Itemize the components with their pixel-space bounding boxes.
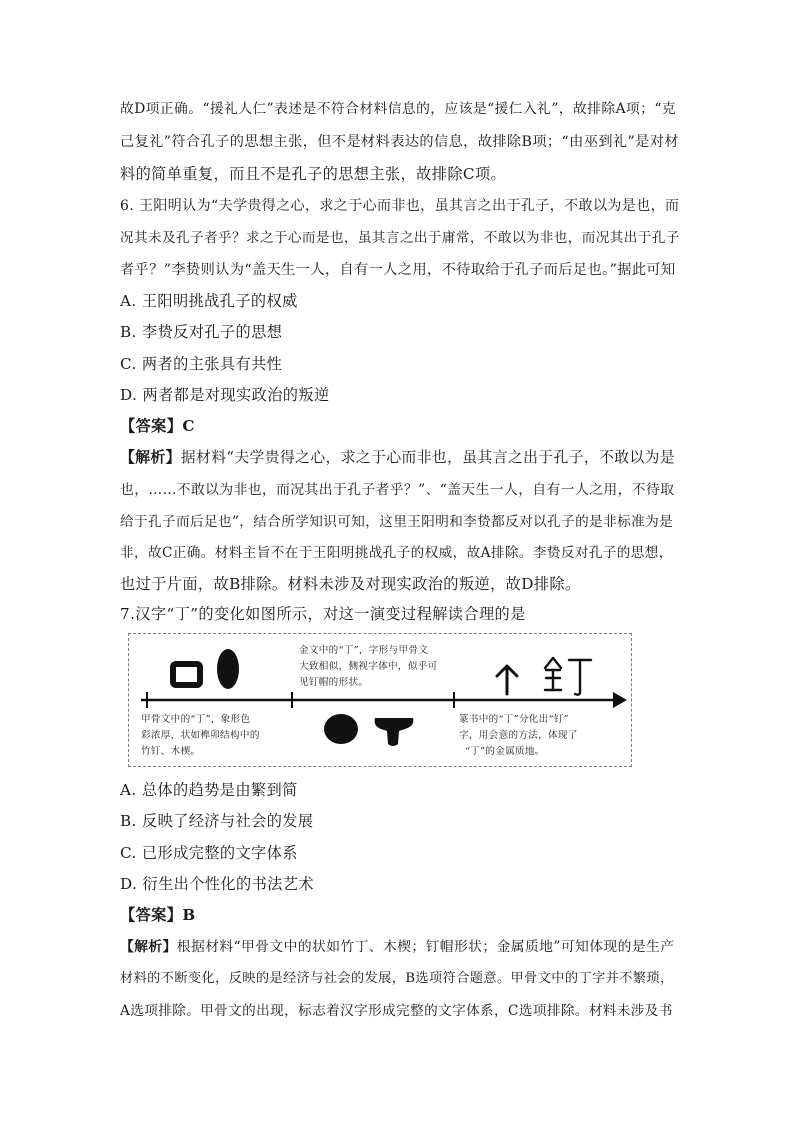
oracle-bone-filled-glyph <box>217 649 239 689</box>
oracle-bone-caption-line: 甲骨文中的“丁”，象形色 <box>141 714 251 725</box>
question-7-option-d: D. 衍生出个性化的书法艺术 <box>120 875 314 893</box>
question-7-analysis-line: 材料的不断变化，反映的是经济与社会的发展，B选项符合题意。甲骨文中的丁字并不繁琐， <box>120 971 674 986</box>
question-6-stem: 者乎？”李贽则认为“盖天生一人，自有一人之用，不待取给于孔子而后足也。”据此可知 <box>120 262 676 278</box>
question-7-stem: 7.汉字“丁”的变化如图所示，对这一演变过程解读合理的是 <box>120 605 526 623</box>
question-6-option-d: D. 两者都是对现实政治的叛逆 <box>120 386 330 404</box>
question-6-option-b: B. 李贽反对孔子的思想 <box>120 323 283 341</box>
bronze-nail-cap-glyph <box>375 718 414 746</box>
prev-explanation-line: 故D项正确。“援礼人仁”表述是不符合材料信息的，应该是“援仁入礼”，故排除A项；“克 <box>120 101 676 117</box>
seal-script-caption-line: “丁”的金属质地。 <box>465 746 545 757</box>
oracle-bone-caption-line: 竹钉、木楔。 <box>141 746 201 757</box>
question-6-analysis-line: 也，……不敢以为非也，而况其出于孔子者乎？”、“盖天生一人，自有一人之用，不待取 <box>120 482 675 498</box>
bronze-caption-line: 金文中的“丁”，字形与甲骨文 <box>299 645 429 656</box>
question-6-option-c: C. 两者的主张具有共性 <box>120 355 283 373</box>
question-6-stem: 况其未及孔子者乎？求之于心而是也，虽其言之出于庸常，不敢以为非也，而况其出于孔子 <box>120 230 680 246</box>
question-6-analysis <box>120 448 680 468</box>
timeline-arrow-head <box>613 692 627 708</box>
question-6-stem: 6. 王阳明认为“夫学贵得之心，求之于心而非也，虽其言之出于孔子，不敢以为是也，而 <box>120 198 680 214</box>
seal-script-caption-line: 篆书中的“丁”分化出“钉” <box>459 714 569 725</box>
bronze-caption-line: 见钉帽的形状。 <box>299 677 369 688</box>
analysis-text: 据材料“夫学贵得之心，求之于心而非也，虽其言之出于孔子，不敢以为是 <box>180 449 676 466</box>
analysis-label: 【解析】 <box>120 939 177 955</box>
oracle-bone-caption-line: 彩浓厚，状如榫卯结构中的 <box>141 730 260 741</box>
character-evolution-figure <box>128 633 632 767</box>
prev-explanation-line: 料的简单重复，而且不是孔子的思想主张，故排除C项。 <box>120 165 507 183</box>
prev-explanation-line: 己复礼”符合孔子的思想主张，但不是材料表达的信息，故排除B项；“由巫到礼”是对材 <box>120 134 679 150</box>
question-7-analysis-line: A选项排除。甲骨文的出现，标志着汉字形成完整的文字体系，C选项排除。材料未涉及书 <box>120 1003 673 1019</box>
question-7-option-c: C. 已形成完整的文字体系 <box>120 844 298 862</box>
question-6-answer: 【答案】C <box>120 417 195 435</box>
analysis-text: 根据材料“甲骨文中的状如竹丁、木楔；钉帽形状；金属质地”可知体现的是生产 <box>176 939 675 955</box>
question-7-answer: 【答案】B <box>120 906 196 924</box>
analysis-label: 【解析】 <box>120 449 181 466</box>
bronze-caption-line: 大致相似，侧视字体中，似乎可 <box>299 661 438 672</box>
seal-script-ding-glyph <box>497 666 517 694</box>
question-6-option-a: A. 王阳明挑战孔子的权威 <box>120 292 298 310</box>
question-6-analysis-line: 非，故C正确。材料主旨不在于王阳明挑战孔子的权威，故A排除。李贽反对孔子的思想， <box>120 545 673 561</box>
question-7-option-a: A. 总体的趋势是由繁到简 <box>120 781 298 799</box>
question-6-analysis-line: 给于孔子而后足也”，结合所学知识可知，这里王阳明和李贽都反对以孔子的是非标准为是 <box>120 514 674 530</box>
question-7-option-b: B. 反映了经济与社会的发展 <box>120 812 314 830</box>
question-7-analysis <box>120 937 680 957</box>
question-6-analysis-line: 也过于片面，故B排除。材料未涉及对现实政治的叛逆，故D排除。 <box>120 575 581 593</box>
oracle-bone-square-glyph <box>173 664 200 685</box>
seal-script-ding-nail-glyph <box>545 658 591 695</box>
seal-script-caption-line: 字，用会意的方法，体现了 <box>459 730 578 741</box>
bronze-round-glyph <box>324 714 358 744</box>
